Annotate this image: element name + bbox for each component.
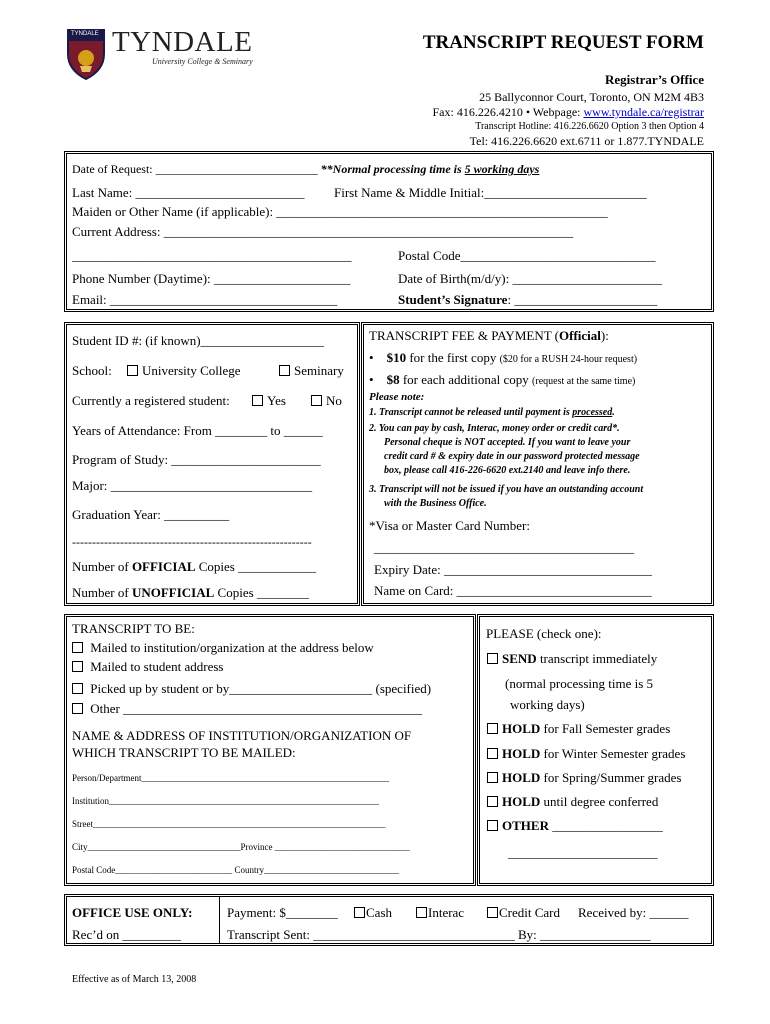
school-label: School: — [72, 363, 112, 378]
mailed-institution-option — [72, 640, 374, 656]
hold-winter-text: for Winter Semester grades — [540, 746, 686, 761]
note-3-line-2: with the Business Office. — [384, 498, 487, 509]
dob-field[interactable]: Date of Birth(m/d/y): _______________________ — [398, 271, 662, 286]
transcript-to-be-title: TRANSCRIPT TO BE: — [72, 621, 195, 636]
card-number-field[interactable]: ________________________________________ — [374, 540, 634, 555]
other-checkbox[interactable] — [487, 820, 498, 831]
fee-title — [369, 328, 609, 344]
hold-fall-label: HOLD — [502, 721, 541, 736]
school-row — [72, 363, 241, 379]
mailed-institution-label: Mailed to institution/organization at the address below — [90, 640, 374, 655]
note-2-line-2: Personal cheque is NOT accepted. If you want to leave your — [384, 437, 631, 448]
fee-title-official: Official — [559, 328, 601, 343]
other-line: _________________ — [548, 818, 663, 833]
card-number-label: *Visa or Master Card Number: — [369, 518, 530, 533]
section-divider: ------------------------------------------------------------ — [72, 535, 312, 549]
official-post: Copies ____________ — [195, 559, 317, 574]
note-2-line-4: box, please call 416-226-6620 ext.2140 and leave info there. — [384, 465, 631, 476]
please-title: PLEASE (check one): — [486, 626, 602, 641]
note-2-line-3: credit card # & expiry date in our password protected message — [384, 451, 640, 462]
registered-yes — [252, 393, 286, 409]
hold-spring-text: for Spring/Summer grades — [540, 770, 682, 785]
signature-field[interactable] — [398, 292, 657, 308]
hold-winter-label: HOLD — [502, 746, 541, 761]
credit-card-option — [487, 905, 560, 921]
mailed-student-checkbox[interactable] — [72, 661, 83, 672]
hold-degree-option — [487, 794, 658, 810]
note1-pre: 1. Transcript cannot be released until payment is — [369, 407, 573, 418]
note1-post: . — [612, 407, 615, 418]
institution-field[interactable]: Institution____________________________________________________________ — [72, 796, 380, 806]
person-department-field[interactable]: Person/Department_______________________________________________________ — [72, 773, 389, 783]
picked-up-label: Picked up by student or by______________________ (specified) — [90, 681, 432, 696]
hold-fall-text: for Fall Semester grades — [540, 721, 671, 736]
note-label: Please note: — [369, 391, 425, 403]
fee2-note: (request at the same time) — [532, 376, 636, 387]
hold-fall-option — [487, 721, 670, 737]
official-pre: Number of — [72, 559, 132, 574]
name-on-card-field[interactable]: Name on Card: ______________________________ — [374, 583, 652, 598]
mailed-student-option — [72, 659, 223, 675]
payment-field[interactable]: Payment: $________ — [227, 905, 338, 920]
registrar-office: Registrar’s Office — [604, 72, 704, 87]
program-field[interactable]: Program of Study: _______________________ — [72, 452, 321, 467]
office-use-label: OFFICE USE ONLY: — [72, 905, 193, 920]
official-label: OFFICIAL — [131, 559, 196, 574]
last-name-field[interactable]: Last Name: __________________________ — [72, 185, 305, 200]
send-checkbox[interactable] — [487, 653, 498, 664]
mailed-student-label: Mailed to student address — [90, 659, 224, 674]
effective-date: Effective as of March 13, 2008 — [72, 974, 197, 985]
office-address: 25 Ballyconnor Court, Toronto, ON M2M 4B3 — [479, 90, 704, 104]
registrar-web-link[interactable]: www.tyndale.ca/registrar — [583, 105, 704, 119]
note1-processed: processed — [572, 407, 613, 418]
registered-yes-label: Yes — [267, 393, 286, 408]
date-of-request[interactable] — [72, 162, 539, 177]
hold-spring-option — [487, 770, 681, 786]
current-address-field[interactable]: Current Address: _______________________________________________________________ — [72, 224, 574, 239]
university-college-label: University College — [141, 363, 241, 378]
received-by-field[interactable]: Received by: ______ — [578, 905, 689, 920]
send-text: transcript immediately — [536, 651, 658, 666]
unofficial-pre: Number of — [72, 585, 132, 600]
hold-winter-option — [487, 746, 685, 762]
seminary-label: Seminary — [294, 363, 344, 378]
office-use-divider — [219, 897, 220, 943]
fax-text: Fax: 416.226.4210 • Webpage: — [432, 105, 584, 119]
cash-label: Cash — [366, 905, 392, 920]
registered-no-checkbox[interactable] — [311, 395, 322, 406]
received-on-field[interactable]: Rec’d on _________ — [72, 927, 182, 942]
logo-wordmark: TYNDALE — [112, 26, 253, 58]
fee1-text: for the first copy — [406, 350, 500, 365]
cash-checkbox[interactable] — [354, 907, 365, 918]
note-2-line-1: 2. You can pay by cash, Interac, money order or credit card*. — [369, 423, 620, 434]
processing-days: 5 working days — [464, 162, 540, 176]
street-field[interactable]: Street_________________________________________________________________ — [72, 819, 386, 829]
fee1-rush: ($20 for a RUSH 24-hour request) — [499, 354, 638, 365]
hold-fall-checkbox[interactable] — [487, 723, 498, 734]
fee-first-copy: • $10 for the first copy ($20 for a RUSH 24-hour request) — [369, 350, 638, 365]
address-heading-2: WHICH TRANSCRIPT TO BE MAILED: — [72, 745, 296, 760]
university-college-checkbox[interactable] — [127, 365, 138, 376]
note-3-line-1: 3. Transcript will not be issued if you have an outstanding account — [369, 484, 644, 495]
other-delivery-option — [72, 701, 422, 717]
unofficial-post: Copies ________ — [214, 585, 309, 600]
first-name-field[interactable]: First Name & Middle Initial:_________________________ — [334, 185, 647, 200]
seminary-checkbox[interactable] — [279, 365, 290, 376]
transcript-sent-field[interactable]: Transcript Sent: _______________________________ By: _________________ — [227, 927, 651, 942]
address-heading-1: NAME & ADDRESS OF INSTITUTION/ORGANIZATION OF — [72, 728, 412, 743]
processing-note-text: **Normal processing time is — [317, 162, 465, 176]
fee2-amount: $8 — [386, 372, 400, 387]
fee1-amount: $10 — [386, 350, 407, 365]
email-field[interactable]: Email: ___________________________________ — [72, 292, 338, 307]
unofficial-label: UNOFFICIAL — [131, 585, 215, 600]
hold-degree-checkbox[interactable] — [487, 796, 498, 807]
transcript-hotline: Transcript Hotline: 416.226.6620 Option 3 then Option 4 — [475, 121, 704, 132]
signature-label: Student’s Signature — [398, 292, 508, 307]
phone-field[interactable]: Phone Number (Daytime): _____________________ — [72, 271, 351, 286]
interac-option — [416, 905, 464, 921]
fee-title-post: ): — [600, 328, 609, 343]
city-province-field[interactable]: City__________________________________Province ______________________________ — [72, 842, 410, 852]
normal-processing-2: working days) — [510, 697, 585, 712]
interac-label: Interac — [428, 905, 465, 920]
note-1 — [369, 407, 615, 418]
form-title: TRANSCRIPT REQUEST FORM — [422, 32, 704, 53]
fee-title-pre: TRANSCRIPT FEE & PAYMENT ( — [369, 328, 559, 343]
hold-winter-checkbox[interactable] — [487, 748, 498, 759]
interac-checkbox[interactable] — [416, 907, 427, 918]
maiden-name-field[interactable]: Maiden or Other Name (if applicable): ___________________________________________________ — [72, 204, 608, 219]
office-telephone: Tel: 416.226.6620 ext.6711 or 1.877.TYNDALE — [469, 134, 704, 148]
date-of-request-label: Date of Request: ___________________________ — [72, 162, 318, 176]
fax-web-line — [432, 105, 704, 120]
hold-spring-checkbox[interactable] — [487, 772, 498, 783]
expiry-date-field[interactable]: Expiry Date: ________________________________ — [374, 562, 653, 577]
credit-card-checkbox[interactable] — [487, 907, 498, 918]
registered-no-label: No — [326, 393, 342, 408]
logo-shield-text: TYNDALE — [71, 31, 99, 37]
hold-degree-text: until degree conferred — [540, 794, 659, 809]
fee-additional-copy: • $8 for each additional copy (request at the same time) — [369, 372, 636, 387]
picked-up-checkbox[interactable] — [72, 683, 83, 694]
signature-line: : ______________________ — [507, 292, 658, 307]
registered-row — [72, 393, 230, 409]
other-delivery-label: Other ______________________________________________ — [90, 701, 423, 716]
cash-option — [354, 905, 392, 921]
registered-yes-checkbox[interactable] — [252, 395, 263, 406]
registered-label: Currently a registered student: — [72, 393, 230, 408]
graduation-year-field[interactable]: Graduation Year: __________ — [72, 507, 230, 522]
logo-tagline: University College & Seminary — [152, 57, 253, 66]
other-label: OTHER — [502, 818, 549, 833]
other-option — [487, 818, 663, 834]
credit-card-label: Credit Card — [499, 905, 561, 920]
postal-code-field[interactable]: Postal Code______________________________ — [398, 248, 656, 263]
unofficial-copies-field[interactable] — [72, 585, 309, 601]
send-label: SEND — [502, 651, 537, 666]
other-delivery-checkbox[interactable] — [72, 703, 83, 714]
send-option — [487, 651, 657, 667]
fee2-text: for each additional copy — [399, 372, 533, 387]
processing-note — [318, 162, 540, 176]
years-attendance-field[interactable]: Years of Attendance: From ________ to ______ — [72, 423, 323, 438]
registered-no — [311, 393, 342, 409]
hold-spring-label: HOLD — [502, 770, 541, 785]
normal-processing-1: (normal processing time is 5 — [505, 676, 654, 691]
official-copies-field[interactable] — [72, 559, 316, 575]
major-field[interactable]: Major: _______________________________ — [72, 478, 313, 493]
seminary-option — [279, 363, 344, 379]
hold-degree-label: HOLD — [502, 794, 541, 809]
picked-up-option — [72, 681, 431, 697]
other-line-2[interactable]: _______________________ — [508, 845, 658, 860]
postal-country-field[interactable]: Postal Code__________________________ Country______________________________ — [72, 865, 400, 875]
student-id-field[interactable]: Student ID #: (if known)___________________ — [72, 333, 325, 348]
mailed-institution-checkbox[interactable] — [72, 642, 83, 653]
address-line-2[interactable]: ___________________________________________ — [72, 248, 352, 263]
